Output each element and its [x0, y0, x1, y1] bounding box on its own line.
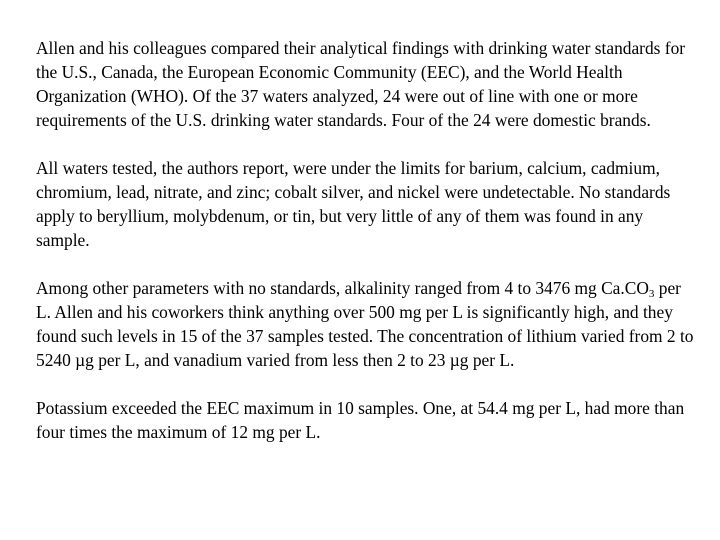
document-body [36, 36, 696, 468]
paragraph-other-parameters-part2: per L. Allen and his coworkers think anything over 500 mg per L is significantly high, and they found such levels in 15 of the 37 samples tested. The concentration of lithium varied from 2 to 5240 µg per L, and vanadium varied from less then 2 to 23 µg per L. [36, 278, 694, 370]
paragraph-standards-comparison: Allen and his colleagues compared their analytical findings with drinking water standards for the U.S., Canada, the European Economic Community (EEC), and the World Health Organization (WHO). Of the 37 waters analyzed, 24 were out of line with one or more requirements of the U.S. drinking water standards. Four of the 24 were domestic brands. [36, 38, 686, 130]
paragraph-other-parameters-part1: Among other parameters with no standards, alkalinity ranged from 4 to 3476 mg Ca.CO [36, 278, 649, 298]
paragraph-other-parameters [36, 276, 696, 372]
subscript-3: 3 [648, 288, 655, 300]
paragraph-potassium: Potassium exceeded the EEC maximum in 10 samples. One, at 54.4 mg per L, had more than four times the maximum of 12 mg per L. [36, 398, 685, 442]
paragraph-limits: All waters tested, the authors report, were under the limits for barium, calcium, cadmium, chromium, lead, nitrate, and zinc; cobalt silver, and nickel were undetectable. No standards apply to beryllium, molybdenum, or tin, but very little of any of them was found in any sample. [36, 158, 671, 250]
